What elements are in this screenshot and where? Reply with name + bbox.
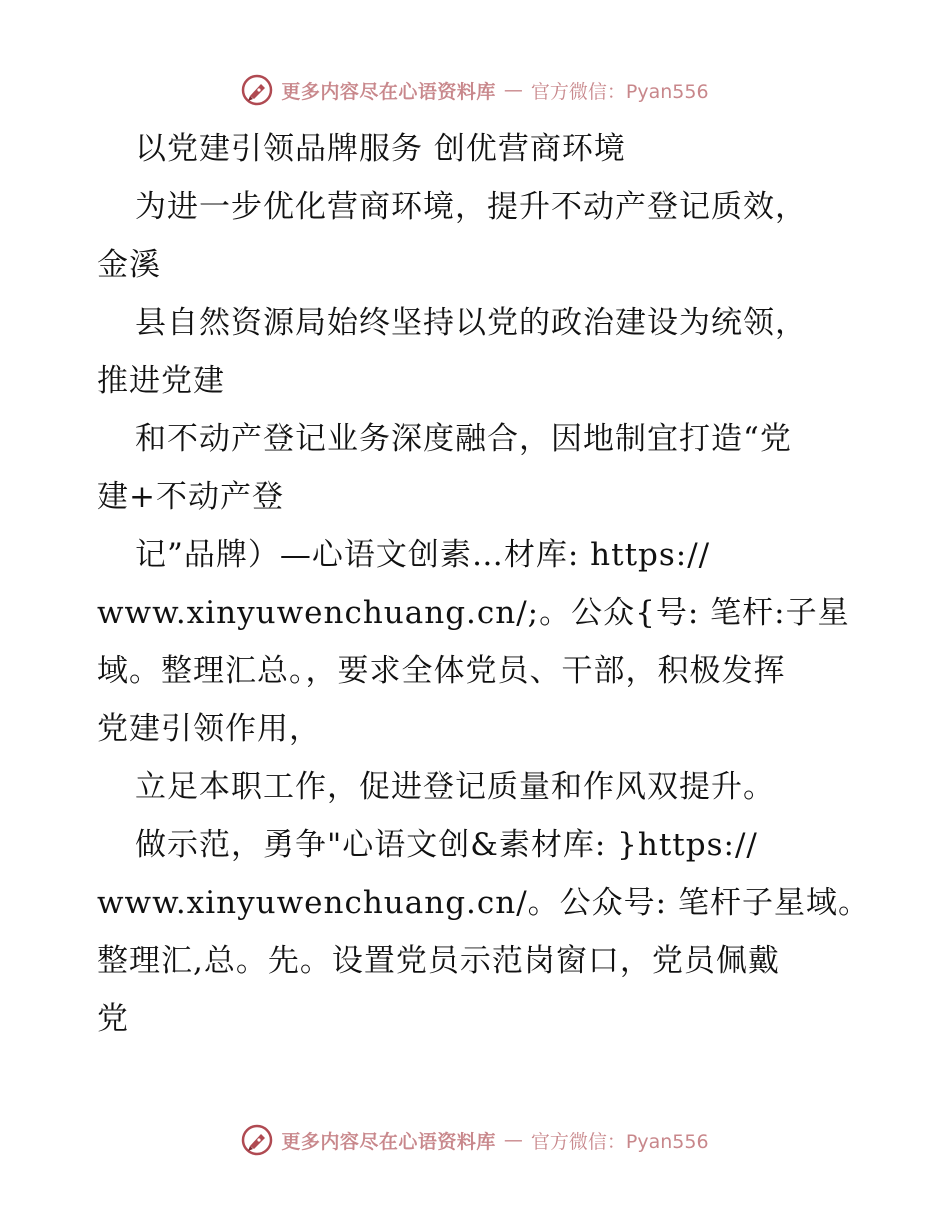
paragraph-line: 和不动产登记业务深度融合，因地制宜打造“党 <box>135 421 792 457</box>
paragraph-line: 金溪 <box>97 247 161 283</box>
banner-separator: — <box>503 1129 523 1151</box>
paragraph-line: 记”品牌）—心语文创素…材库: https:// <box>135 537 711 573</box>
banner-main-text: 更多内容尽在心语资料库 <box>281 1130 496 1153</box>
pen-nib-icon <box>241 74 273 106</box>
header-watermark-banner <box>0 70 950 110</box>
paragraph-line: 建+不动产登 <box>97 479 284 515</box>
banner-sub-text: 官方微信：Pyan556 <box>530 1130 709 1153</box>
paragraph-line: 做示范，勇争"心语文创&素材库: }https:// <box>135 827 758 863</box>
paragraph-line: 整理汇,总。先。设置党员示范岗窗口，党员佩戴 <box>97 943 780 979</box>
footer-watermark-banner <box>0 1120 950 1160</box>
banner-sub-text: 官方微信：Pyan556 <box>530 80 709 103</box>
paragraph-line: 域。整理汇总。，要求全体党员、干部，积极发挥 <box>97 653 786 689</box>
banner-main-text: 更多内容尽在心语资料库 <box>281 80 496 103</box>
paragraph-line: www.xinyuwenchuang.cn/;。公众{号: 笔杆:子星 <box>97 595 850 631</box>
paragraph-line: 党建引领作用， <box>97 711 321 747</box>
paragraph-line: 县自然资源局始终坚持以党的政治建设为统领， <box>135 305 807 341</box>
paragraph-line: www.xinyuwenchuang.cn/。公众号: 笔杆子星域。 <box>97 885 870 921</box>
paragraph-line: 为进一步优化营商环境，提升不动产登记质效， <box>135 189 807 225</box>
document-body <box>97 120 870 1048</box>
pen-nib-icon <box>241 1124 273 1156</box>
document-title: 以党建引领品牌服务 创优营商环境 <box>135 131 626 167</box>
paragraph-line: 党 <box>97 1001 129 1037</box>
paragraph-line: 立足本职工作，促进登记质量和作风双提升。 <box>135 769 775 805</box>
banner-separator: — <box>503 79 523 101</box>
paragraph-line: 推进党建 <box>97 363 225 399</box>
